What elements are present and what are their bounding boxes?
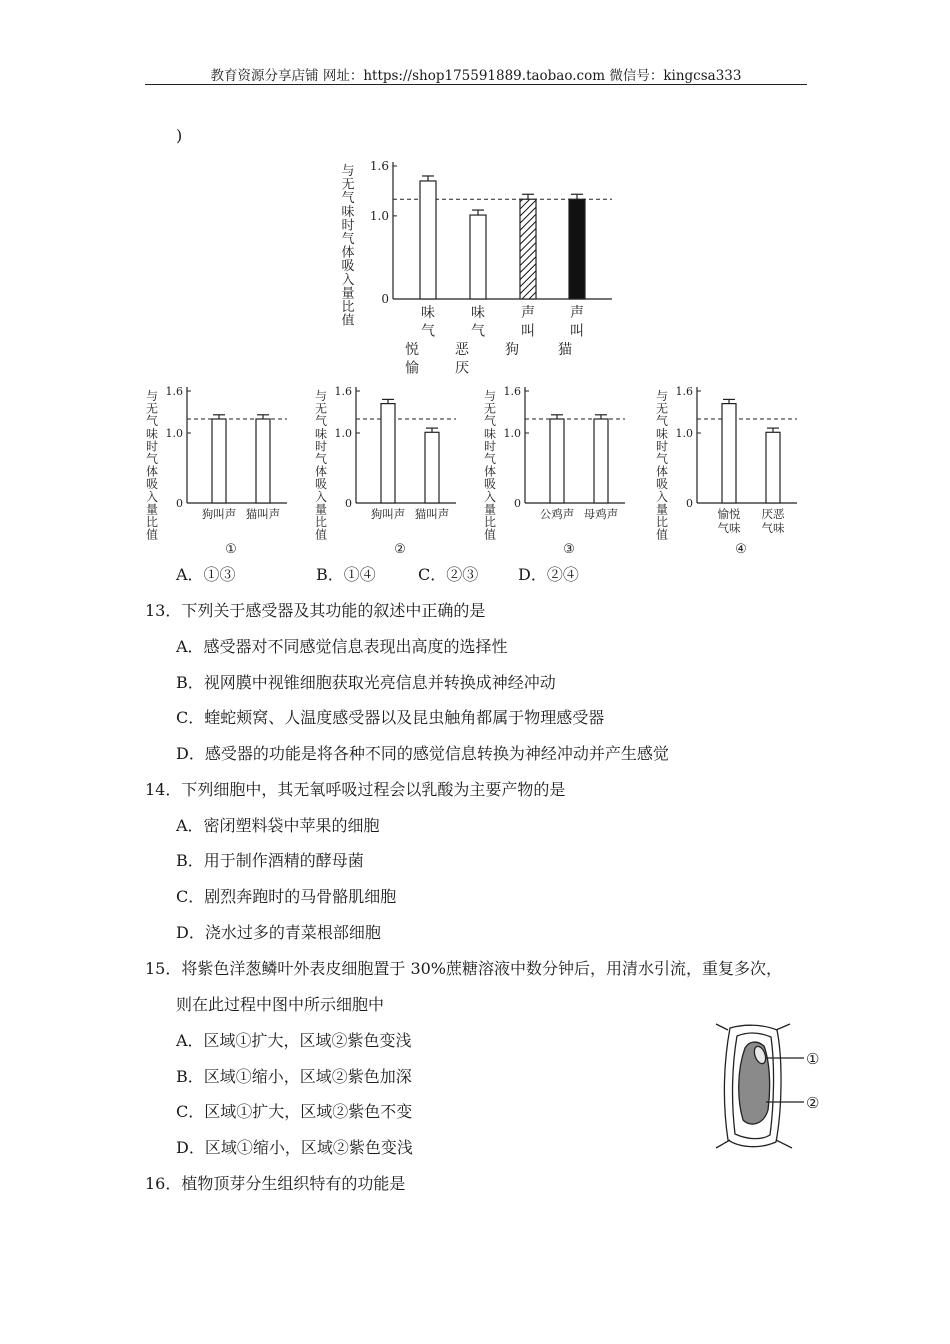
svg-text:声: 声 <box>521 305 535 321</box>
y-axis-label <box>484 389 496 542</box>
svg-text:时: 时 <box>145 439 159 454</box>
svg-text:入: 入 <box>314 489 328 504</box>
svg-text:入: 入 <box>655 489 669 504</box>
chart-label: ④ <box>735 542 747 557</box>
svg-text:比: 比 <box>145 515 159 529</box>
y-tick-label: 1.0 <box>165 427 183 440</box>
svg-text:无: 无 <box>341 177 355 193</box>
svg-text:狗叫声: 狗叫声 <box>201 507 237 521</box>
y-tick-label: 1.0 <box>334 427 352 440</box>
svg-text:量: 量 <box>145 502 159 517</box>
svg-text:味: 味 <box>314 426 328 441</box>
q12-option-a[interactable]: A．①③ <box>176 565 236 584</box>
svg-text:气: 气 <box>314 452 328 466</box>
svg-text:气: 气 <box>145 452 159 466</box>
category-label <box>584 507 619 521</box>
question-16-stem: 16．植物顶芽分生组织特有的功能是 <box>145 1174 406 1193</box>
q15-option-c[interactable]: C．区域①扩大，区域②紫色不变 <box>176 1102 413 1121</box>
svg-text:狗叫声: 狗叫声 <box>370 507 406 521</box>
small-charts <box>146 385 797 557</box>
svg-text:无: 无 <box>655 401 669 416</box>
svg-text:比: 比 <box>341 300 355 315</box>
svg-text:味: 味 <box>655 426 669 441</box>
question-13-stem: 13．下列关于感受器及其功能的叙述中正确的是 <box>145 601 486 620</box>
svg-text:无: 无 <box>145 401 159 416</box>
small-chart-2 <box>315 385 456 557</box>
bar <box>381 404 395 503</box>
y-tick-label: 1.0 <box>503 427 521 440</box>
svg-text:吸: 吸 <box>483 477 497 492</box>
category-label <box>505 305 535 358</box>
y-tick-label: 1.6 <box>675 385 693 398</box>
svg-text:量: 量 <box>483 502 497 517</box>
svg-text:体: 体 <box>314 464 328 479</box>
y-tick-label: 1.0 <box>369 208 389 223</box>
svg-text:比: 比 <box>483 515 497 529</box>
svg-text:气味: 气味 <box>717 521 741 535</box>
svg-text:吸: 吸 <box>341 259 355 275</box>
svg-text:入: 入 <box>145 489 159 504</box>
svg-text:量: 量 <box>655 502 669 517</box>
onion-cell-diagram <box>716 1024 804 1148</box>
svg-text:声: 声 <box>570 305 584 321</box>
svg-text:公鸡声: 公鸡声 <box>539 507 575 521</box>
y-tick-label: 0 <box>514 497 521 510</box>
bar <box>766 432 780 503</box>
svg-text:入: 入 <box>483 489 497 504</box>
svg-text:气: 气 <box>341 191 355 207</box>
question-15-stem-line2: 则在此过程中图中所示细胞中 <box>176 995 385 1014</box>
question-14-stem: 14．下列细胞中，其无氧呼吸过程会以乳酸为主要产物的是 <box>145 780 566 799</box>
y-axis-label <box>341 164 354 329</box>
bar <box>520 199 536 299</box>
svg-text:气: 气 <box>483 452 497 466</box>
svg-text:味: 味 <box>341 204 355 220</box>
svg-text:叫: 叫 <box>570 323 584 340</box>
bar <box>550 419 564 503</box>
q12-option-b[interactable]: B．①④ <box>316 565 376 584</box>
y-tick-label: 0 <box>686 497 693 510</box>
q15-option-d[interactable]: D．区域①缩小，区域②紫色变浅 <box>176 1138 413 1157</box>
question-12-tail: ) <box>176 126 183 145</box>
page-header: 教育资源分享店铺 网址：https://shop175591889.taobao.com 微信号：kingcsa333 <box>145 64 807 85</box>
q14-option-a[interactable]: A．密闭塑料袋中苹果的细胞 <box>176 816 380 835</box>
svg-text:吸: 吸 <box>314 477 328 492</box>
bar <box>256 419 270 503</box>
category-label <box>540 507 575 521</box>
y-tick-label: 1.6 <box>503 385 521 398</box>
q13-option-c[interactable]: C．蝰蛇颊窝、人温度感受器以及昆虫触角都属于物理感受器 <box>176 708 605 727</box>
svg-text:值: 值 <box>314 527 328 542</box>
category-label <box>405 305 435 377</box>
svg-text:叫: 叫 <box>521 323 535 340</box>
svg-text:量: 量 <box>314 502 328 517</box>
svg-text:气: 气 <box>471 323 485 340</box>
y-tick-label: 1.6 <box>334 385 352 398</box>
svg-text:体: 体 <box>483 464 497 479</box>
question-15-stem-line1: 15．将紫色洋葱鳞叶外表皮细胞置于 30%蔗糖溶液中数分钟后，用清水引流，重复多次， <box>145 959 783 978</box>
svg-text:猫叫声: 猫叫声 <box>414 507 450 521</box>
svg-text:气: 气 <box>421 323 435 340</box>
svg-text:与: 与 <box>314 389 328 403</box>
q14-option-b[interactable]: B．用于制作酒精的酵母菌 <box>176 851 364 870</box>
svg-text:与: 与 <box>145 389 159 403</box>
category-label <box>455 305 485 377</box>
category-label <box>246 507 281 521</box>
cell-label-2: ② <box>806 1094 820 1112</box>
svg-text:与: 与 <box>483 389 497 403</box>
svg-text:味: 味 <box>145 426 159 441</box>
bar <box>212 419 226 503</box>
q15-option-a[interactable]: A．区域①扩大，区域②紫色变浅 <box>176 1031 412 1050</box>
cell-label-1: ① <box>806 1050 820 1068</box>
svg-text:时: 时 <box>483 439 497 454</box>
svg-text:气: 气 <box>655 452 669 466</box>
svg-text:味: 味 <box>483 426 497 441</box>
category-label <box>718 507 741 535</box>
svg-text:体: 体 <box>655 464 669 479</box>
svg-text:愉悦: 愉悦 <box>717 507 741 521</box>
category-label <box>202 507 237 521</box>
svg-text:气: 气 <box>341 232 355 247</box>
svg-text:与: 与 <box>341 164 355 179</box>
main-bar-chart <box>341 159 612 377</box>
question-12-options <box>176 562 579 585</box>
small-chart-1 <box>146 385 287 557</box>
bar <box>594 419 608 503</box>
svg-text:时: 时 <box>655 439 669 454</box>
bar <box>420 181 436 299</box>
svg-text:入: 入 <box>341 272 355 288</box>
chart-label: ③ <box>563 542 575 557</box>
q12-option-d[interactable]: D．②④ <box>518 565 579 584</box>
q12-option-c[interactable]: C．②③ <box>418 565 479 584</box>
chart-label: ② <box>394 542 406 557</box>
svg-text:体: 体 <box>341 245 355 261</box>
svg-text:猫叫声: 猫叫声 <box>245 507 281 521</box>
svg-text:母鸡声: 母鸡声 <box>583 507 619 521</box>
svg-text:猫: 猫 <box>558 342 572 358</box>
svg-text:时: 时 <box>341 218 355 234</box>
q14-option-d[interactable]: D．浇水过多的青菜根部细胞 <box>176 923 381 942</box>
y-tick-label: 1.6 <box>165 385 183 398</box>
y-tick-label: 0 <box>381 292 389 306</box>
svg-text:气: 气 <box>655 414 669 429</box>
small-chart-3 <box>484 385 625 557</box>
svg-text:与: 与 <box>655 389 669 403</box>
y-axis-label <box>656 389 668 542</box>
svg-text:悦: 悦 <box>405 342 419 358</box>
svg-text:值: 值 <box>655 527 669 542</box>
y-tick-label: 1.6 <box>369 159 389 173</box>
category-label <box>558 305 584 358</box>
svg-text:狗: 狗 <box>505 342 519 358</box>
y-axis-label <box>146 389 158 542</box>
q13-option-a[interactable]: A．感受器对不同感觉信息表现出高度的选择性 <box>176 637 508 656</box>
svg-text:值: 值 <box>483 527 497 542</box>
y-tick-label: 0 <box>345 497 352 510</box>
svg-text:气: 气 <box>483 414 497 429</box>
svg-text:味: 味 <box>421 305 435 321</box>
svg-text:比: 比 <box>655 515 669 529</box>
y-tick-label: 1.0 <box>675 427 693 440</box>
svg-text:值: 值 <box>145 527 159 542</box>
svg-text:比: 比 <box>314 515 328 529</box>
svg-text:气: 气 <box>314 414 328 429</box>
q14-option-c[interactable]: C．剧烈奔跑时的马骨骼肌细胞 <box>176 887 397 906</box>
svg-text:体: 体 <box>145 464 159 479</box>
svg-text:无: 无 <box>483 401 497 416</box>
q13-option-d[interactable]: D．感受器的功能是将各种不同的感觉信息转换为神经冲动并产生感觉 <box>176 744 669 763</box>
bar <box>470 215 486 299</box>
bar <box>722 404 736 503</box>
category-label <box>415 507 450 521</box>
svg-text:量: 量 <box>341 286 355 302</box>
category-label <box>762 507 785 535</box>
bar <box>425 432 439 503</box>
q13-option-b[interactable]: B．视网膜中视锥细胞获取光亮信息并转换成神经冲动 <box>176 673 556 692</box>
svg-text:气: 气 <box>145 414 159 429</box>
y-axis-label <box>315 389 327 542</box>
y-tick-label: 0 <box>176 497 183 510</box>
q15-option-b[interactable]: B．区域①缩小，区域②紫色加深 <box>176 1067 412 1086</box>
category-label <box>371 507 406 521</box>
svg-text:气味: 气味 <box>761 521 785 535</box>
svg-text:恶: 恶 <box>455 342 469 358</box>
svg-text:厌: 厌 <box>455 360 469 377</box>
svg-text:吸: 吸 <box>145 477 159 492</box>
svg-text:愉: 愉 <box>405 360 419 377</box>
svg-text:吸: 吸 <box>655 477 669 492</box>
svg-text:味: 味 <box>471 305 485 321</box>
svg-text:无: 无 <box>314 401 328 416</box>
small-chart-4 <box>656 385 797 557</box>
chart-label: ① <box>225 542 237 557</box>
svg-text:值: 值 <box>341 313 355 329</box>
svg-text:厌恶: 厌恶 <box>761 507 785 521</box>
svg-text:时: 时 <box>314 439 328 454</box>
bar <box>569 199 585 299</box>
